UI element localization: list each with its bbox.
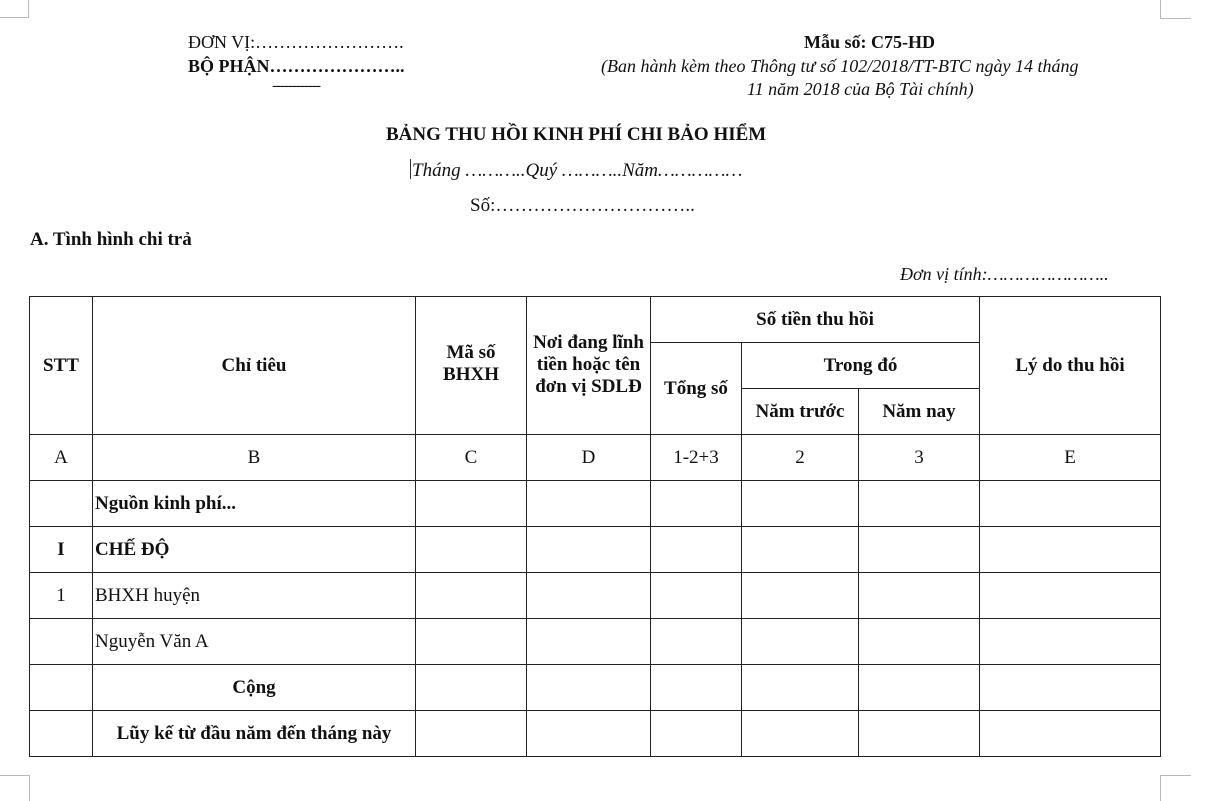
department-label[interactable]: BỘ PHẬN…………………..	[188, 56, 405, 76]
ly-do-cell[interactable]	[980, 619, 1161, 665]
section-heading: A. Tình hình chi trả	[30, 229, 192, 250]
ly-do-cell[interactable]	[980, 481, 1161, 527]
document-number[interactable]: Số:…………………………..	[470, 195, 695, 216]
code-cell: B	[93, 435, 416, 481]
header-so-tien-thu-hoi: Số tiền thu hồi	[651, 297, 980, 343]
crop-mark-bottom-left	[0, 775, 30, 801]
ma-so-cell[interactable]	[416, 665, 527, 711]
nam-nay-cell[interactable]	[859, 665, 980, 711]
stt-cell[interactable]: I	[30, 527, 93, 573]
text-cursor	[410, 159, 411, 179]
cumulative-label-cell[interactable]: Lũy kế từ đầu năm đến tháng này	[93, 711, 416, 757]
noi-cell[interactable]	[527, 711, 651, 757]
ma-so-cell[interactable]	[416, 619, 527, 665]
issued-by-line-2: 11 năm 2018 của Bộ Tài chính)	[747, 79, 974, 99]
ma-so-cell[interactable]	[416, 481, 527, 527]
nam-nay-cell[interactable]	[859, 481, 980, 527]
document-title: BẢNG THU HỒI KINH PHÍ CHI BẢO HIỂM	[386, 124, 767, 145]
nam-truoc-cell[interactable]	[742, 619, 859, 665]
code-cell: E	[980, 435, 1161, 481]
header-noi-line-3: đơn vị SDLĐ	[535, 375, 642, 397]
crop-mark-top-right	[1160, 0, 1191, 19]
recovery-table	[29, 296, 1161, 757]
code-cell: C	[416, 435, 527, 481]
noi-cell[interactable]	[527, 527, 651, 573]
ma-so-cell[interactable]	[416, 527, 527, 573]
tong-so-cell[interactable]	[651, 573, 742, 619]
nam-nay-cell[interactable]	[859, 527, 980, 573]
issued-by-line-1: (Ban hành kèm theo Thông tư số 102/2018/TT-BTC ngày 14 tháng	[601, 56, 1079, 76]
header-noi-line-1: Nơi đang lĩnh	[533, 331, 644, 353]
nam-nay-cell[interactable]	[859, 619, 980, 665]
nam-truoc-cell[interactable]	[742, 481, 859, 527]
stt-cell[interactable]	[30, 665, 93, 711]
ma-so-cell[interactable]	[416, 711, 527, 757]
total-label-cell[interactable]: Cộng	[93, 665, 416, 711]
stt-cell[interactable]	[30, 711, 93, 757]
ma-so-cell[interactable]	[416, 573, 527, 619]
chi-tieu-cell[interactable]: Nguồn kinh phí...	[93, 481, 416, 527]
code-cell: A	[30, 435, 93, 481]
code-cell: 1-2+3	[651, 435, 742, 481]
code-cell: 3	[859, 435, 980, 481]
tong-so-cell[interactable]	[651, 527, 742, 573]
header-divider: ------------	[272, 78, 320, 94]
period-text: Tháng ………..Quý ………..Năm……………	[412, 160, 743, 181]
header-ma-so-line-1: Mã số	[446, 341, 496, 363]
form-number: Mẫu số: C75-HD	[804, 32, 935, 52]
stt-cell[interactable]	[30, 481, 93, 527]
table-row	[30, 619, 1161, 665]
nam-truoc-cell[interactable]	[742, 573, 859, 619]
header-noi-line-2: tiền hoặc tên	[536, 353, 641, 375]
crop-mark-top-left	[0, 0, 29, 18]
header-ma-so-bhxh	[416, 297, 527, 435]
table-row	[30, 527, 1161, 573]
code-cell: 2	[742, 435, 859, 481]
unit-of-measure[interactable]: Đơn vị tính:…………………..	[900, 264, 1109, 284]
ly-do-cell[interactable]	[980, 711, 1161, 757]
table-row	[30, 481, 1161, 527]
header-trong-do: Trong đó	[742, 343, 980, 389]
tong-so-cell[interactable]	[651, 665, 742, 711]
unit-label[interactable]: ĐƠN VỊ:…………………….	[188, 32, 404, 52]
chi-tieu-cell[interactable]: CHẾ ĐỘ	[93, 527, 416, 573]
code-row	[30, 435, 1161, 481]
ly-do-cell[interactable]	[980, 665, 1161, 711]
code-cell: D	[527, 435, 651, 481]
nam-truoc-cell[interactable]	[742, 527, 859, 573]
header-ma-so-line-2: BHXH	[443, 363, 499, 385]
header-noi-dang-linh	[527, 297, 651, 435]
header-chi-tieu: Chỉ tiêu	[93, 297, 416, 435]
nam-nay-cell[interactable]	[859, 711, 980, 757]
tong-so-cell[interactable]	[651, 481, 742, 527]
header-nam-truoc: Năm trước	[742, 389, 859, 435]
noi-cell[interactable]	[527, 481, 651, 527]
stt-cell[interactable]	[30, 619, 93, 665]
cumulative-row	[30, 711, 1161, 757]
chi-tieu-cell[interactable]: BHXH huyện	[93, 573, 416, 619]
total-row	[30, 665, 1161, 711]
noi-cell[interactable]	[527, 665, 651, 711]
header-tong-so: Tổng số	[651, 343, 742, 435]
header-nam-nay: Năm nay	[859, 389, 980, 435]
tong-so-cell[interactable]	[651, 619, 742, 665]
nam-nay-cell[interactable]	[859, 573, 980, 619]
ly-do-cell[interactable]	[980, 573, 1161, 619]
header-stt: STT	[30, 297, 93, 435]
ly-do-cell[interactable]	[980, 527, 1161, 573]
nam-truoc-cell[interactable]	[742, 711, 859, 757]
crop-mark-bottom-right	[1160, 775, 1191, 801]
noi-cell[interactable]	[527, 573, 651, 619]
period-line[interactable]	[410, 159, 742, 182]
header-ly-do-thu-hoi: Lý do thu hồi	[980, 297, 1161, 435]
noi-cell[interactable]	[527, 619, 651, 665]
tong-so-cell[interactable]	[651, 711, 742, 757]
table-row	[30, 573, 1161, 619]
stt-cell[interactable]: 1	[30, 573, 93, 619]
nam-truoc-cell[interactable]	[742, 665, 859, 711]
chi-tieu-cell[interactable]: Nguyễn Văn A	[93, 619, 416, 665]
